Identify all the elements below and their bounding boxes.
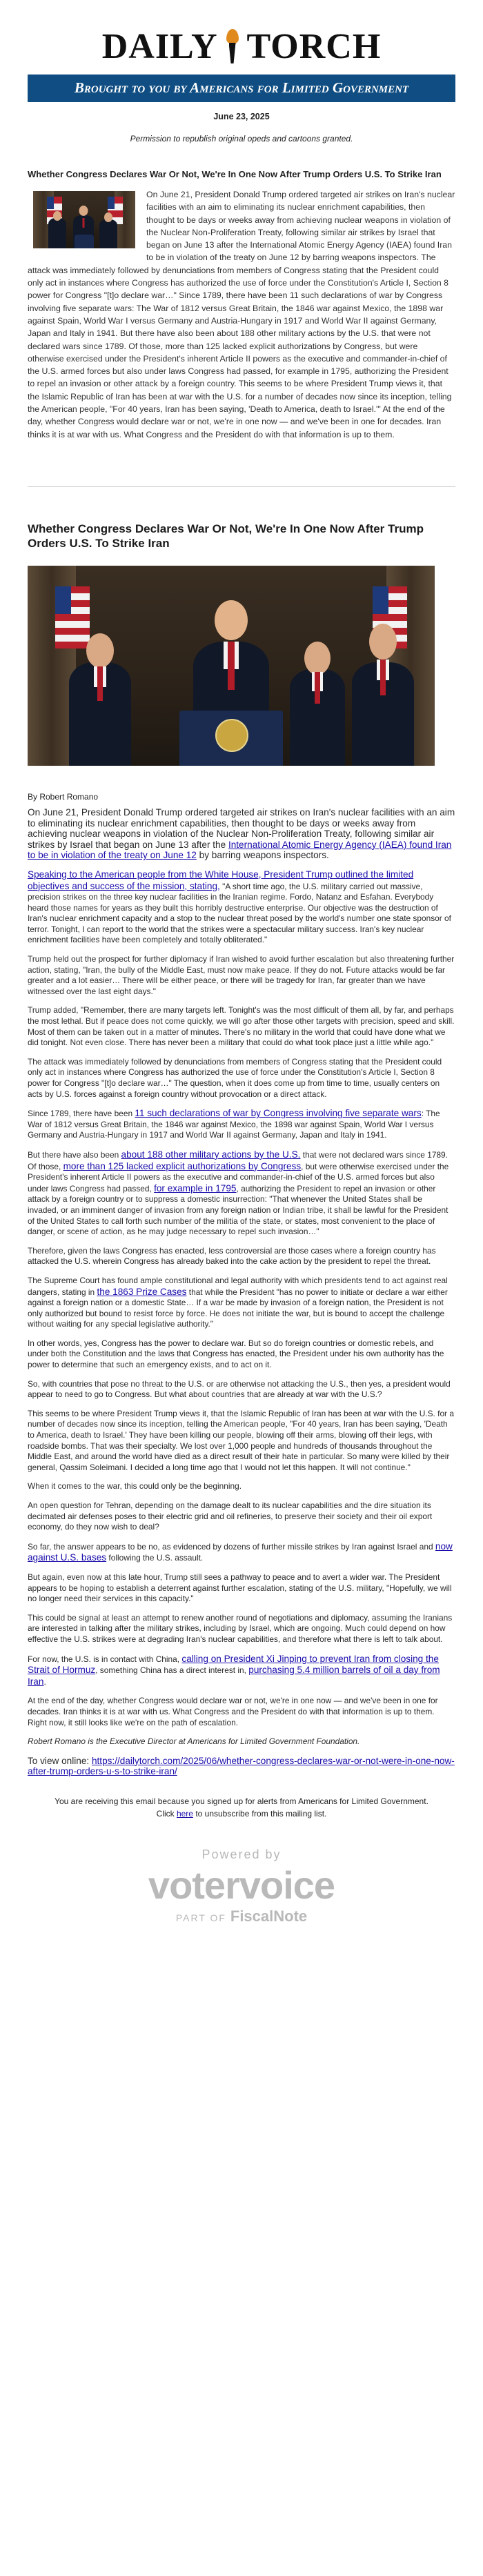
author-bio: Robert Romano is the Executive Director at Americans for Limited Government Foundation. bbox=[28, 1736, 360, 1747]
view-online-link[interactable]: https://dailytorch.com/2025/06/whether-congress-declares-war-or-not-were-in-one-now-after-trump-orders-u-s-to-strike-iran/ bbox=[28, 1755, 455, 1777]
daily-torch-logo[interactable] bbox=[102, 29, 382, 65]
paragraph-14: An open question for Tehran, depending on the damage dealt to its nuclear capabilities and the dire situation its decimated air defenses poses to their electric grid and oil refineries, to preserve their society and their oil export economy, do they now wish to deal? bbox=[28, 1500, 433, 1532]
byline: By Robert Romano bbox=[28, 791, 99, 802]
summary-text: On June 21, President Donald Trump ordered targeted air strikes on Iran's nuclear facilities with an aim to eliminating its nuclear enrichment capabilities, then thought to be days or weeks away from achieving nuclear weapons in violation of the Nuclear Non-Proliferation Treaty, following similar air strikes by Israel that began on June 13 after the International Atomic Energy Agency (IAEA) found Iran to be in violation of the treaty on June 12 by barring weapons inspectors. The attack was immediately followed by denunciations from members of Congress stating that the President could only act in instances where Congress has authorized the use of force under the Constitution's Article I, Section 8 power for Congress "[t]o declare war…" Since 1789, there have been 11 such declarations of war by Congress involving five separate wars: The War of 1812 versus Great Britain, the 1846 war against Mexico, the 1898 war against Spain, World War I versus Germany and Austria-Hungary in 1917 and World War II against Germany, Japan and Italy in 1941. But there have also been about 188 other military actions by the U.S. that were not declared wars since 1789. Of those, more than 125 lacked explicit authorizations by Congress, but were otherwise exercised under the President's inherent Article II powers as the executive and commander-in-chief of the U.S. armed forces but also under laws Congress had passed, for example in 1795, authorizing the President to repel an invasion or other attack by a foreign country. This seems to be where President Trump views it, that the Islamic Republic of Iran has been at war with the U.S. for a number of decades now since its inception, telling the American people, "For 40 years, Iran has been saying, 'Death to America, death to Israel.'" At the end of the day, whether Congress would declare war or not, we're in one now — and we've been in one for decades. Iran thinks it is at war with us. What Congress and the President do with that information is up to them. bbox=[28, 190, 455, 439]
figure-left bbox=[69, 621, 131, 766]
paragraph-13: When it comes to the war, this could only be the beginning. bbox=[28, 1481, 241, 1492]
paragraph-3: Trump held out the prospect for further diplomacy if Iran wished to avoid further escalation but also threatening further action, stating, "Iran, the bully of the Middle East, must now make peace. If they do not. Future attacks would be far greater and a lot easier… There will be either peace, or there will be tragedy for Iran, far greater than we have witnessed over the last eight days." bbox=[28, 954, 455, 996]
link-white-house-speech[interactable]: Speaking to the American people from the White House, President Trump outlined the limited objectives and success of the mission, stating, bbox=[28, 869, 414, 891]
article-title: Whether Congress Declares War Or Not, We're In One Now After Trump Orders U.S. To Strike Iran bbox=[28, 522, 424, 550]
link-188-military-actions[interactable]: about 188 other military actions by the U.S. bbox=[121, 1149, 301, 1160]
sponsor-banner: Brought to you by Americans for Limited Government bbox=[28, 75, 455, 102]
permission-note: Permission to republish original opeds and cartoons granted. bbox=[130, 134, 353, 143]
section-divider bbox=[28, 486, 455, 487]
torch-icon bbox=[224, 29, 241, 65]
paragraph-9: The Supreme Court has found ample constitutional and legal authority with which presidents tend to act against real dangers, stating in the 1863 Prize Cases that while the President "has no power to initiate or declare a war either against a foreign nation or a domestic State… If a war be made by invasion of a foreign nation, the President is not only authorized but bound to resist force by force. He does not initiate the war, but is bound to accept the challenge without waiting for any special legislative authority." bbox=[28, 1275, 448, 1329]
paragraph-6: Since 1789, there have been 11 such declarations of war by Congress involving five separate wars: The War of 1812 versus Great Britain, the 1846 war against Mexico, the 1898 war against Spain, World War I versus Germany and Austria-Hungary in 1917 and World War II against Germany, Japan and Italy in 1941. bbox=[28, 1108, 440, 1140]
paragraph-12: This seems to be where President Trump views it, that the Islamic Republic of Iran has been at war with the U.S. for a number of decades now since its inception, telling the American people, "For 40 years, Iran has been saying, 'Death to America, death to Israel.' They have been killing our people, blowing off their arms, blowing off their legs, with roadside bombs. That was their specialty. We lost over 1,000 people and hundreds of thousands throughout the Middle East, and around the world have died as a direct result of their hate in particular. So many were killed by their general, Qassim Soleimani. I decided a long time ago that I would not let this happen. It will not continue." bbox=[28, 1408, 454, 1472]
view-online: To view online: https://dailytorch.com/2025/06/whether-congress-declares-war-or-not-were-in-one-now-after-trump-orders-u-s-to-strike-iran/ bbox=[28, 1755, 455, 1777]
summary-body bbox=[28, 188, 455, 441]
powered-by-label: Powered by bbox=[201, 1847, 282, 1861]
unsubscribe-link[interactable]: here bbox=[176, 1808, 193, 1819]
link-us-bases[interactable]: now against U.S. bases bbox=[28, 1540, 453, 1563]
powered-by-badge[interactable] bbox=[28, 1847, 455, 1925]
link-declarations-of-war[interactable]: 11 such declarations of war by Congress involving five separate wars bbox=[135, 1108, 422, 1119]
paragraph-16: But again, even now at this late hour, Trump still sees a pathway to peace and to avert a wider war. The President appears to be hoping to establish a deterrent against further escalation, stating of the U.S. military, "Hopefully, we will no longer need their services in this capacity." bbox=[28, 1572, 452, 1604]
email-container bbox=[28, 0, 455, 1925]
summary-thumbnail[interactable] bbox=[33, 191, 135, 248]
figure-right-2 bbox=[352, 614, 414, 766]
unsubscribe-line: Click here to unsubscribe from this mailing list. bbox=[156, 1808, 327, 1819]
figure-right-1 bbox=[290, 628, 345, 766]
paragraph-15: So far, the answer appears to be no, as evidenced by dozens of further missile strikes by Iran against Israel and now against U.S. bases following the U.S. assault. bbox=[28, 1540, 453, 1563]
link-125-lacked-authorizations[interactable]: more than 125 lacked explicit authorizations by Congress bbox=[63, 1160, 302, 1171]
paragraph-8: Therefore, given the laws Congress has enacted, less controversial are those cases where a foreign country has attacked the U.S. wherein Congress has already baked into the cake action by the president to repel the threat. bbox=[28, 1245, 436, 1267]
link-1795-law[interactable]: for example in 1795 bbox=[154, 1182, 237, 1193]
paragraph-19: At the end of the day, whether Congress would declare war or not, we're in one now — and we've been in one for decades. Iran thinks it is at war with us. What Congress and the President do with that information is up to them. Right now, it still looks like we're on the path of escalation. bbox=[28, 1696, 438, 1727]
paragraph-18: For now, the U.S. is in contact with China, calling on President Xi Jinping to prevent Iran from closing the Strait of Hormuz, something China has a direct interest in, purchasing 5.4 million barrels of oil a day from Iran. bbox=[28, 1653, 440, 1687]
footer-note bbox=[28, 1795, 455, 1820]
paragraph-4: Trump added, "Remember, there are many targets left. Tonight's was the most difficult of them all, by far, and perhaps the most lethal. But if peace does not come quickly, we will go after those other targets with precision, speed and skill. Most of them can be taken out in a matter of minutes. There's no military in the world that could have done what we did tonight. Not even close. There has never been a military that could do what took place just a little while ago." bbox=[28, 1005, 455, 1048]
issue-date: June 23, 2025 bbox=[213, 112, 270, 121]
masthead bbox=[28, 0, 455, 65]
fiscalnote-label: PART OF FiscalNote bbox=[175, 1907, 308, 1925]
paragraph-5: The attack was immediately followed by denunciations from members of Congress stating that the President could only act in instances where Congress has authorized the use of force under the Constitution's Article I, Section 8 power for Congress "[t]o declare war…" The question, when it does come up from time to time, usually centers on acts by U.S. forces against a foreign country without provocation or a direct attack. bbox=[28, 1056, 442, 1099]
link-china-oil-purchases[interactable]: purchasing 5.4 million barrels of oil a day from Iran bbox=[28, 1665, 440, 1687]
presidential-seal-icon bbox=[215, 719, 248, 752]
link-prize-cases[interactable]: the 1863 Prize Cases bbox=[97, 1286, 187, 1297]
paragraph-2: Speaking to the American people from the White House, President Trump outlined the limited objectives and success of the mission, stating, "A short time ago, the U.S. military carried out massive, precision strikes on the three key nuclear facilities in the Iranian regime. Fordo, Natanz and Esfahan. Everybody heard those names for years as they built this horribly destructive enterprise. Our objective was the destruction of Iran's nuclear enrichment capacity and a stop to the nuclear threat posed by the world's number one state sponsor of terror. Tonight, I can report to the world that the strikes were a spectacular military success. Iran's key nuclear enrichment facilities have been completely and totally obliterated." bbox=[28, 869, 451, 945]
logo-daily: DAILY bbox=[101, 27, 218, 66]
subscription-reason: You are receiving this email because you signed up for alerts from Americans for Limited Government. bbox=[55, 1796, 428, 1806]
paragraph-1: On June 21, President Donald Trump ordered targeted air strikes on Iran's nuclear facilities with an aim to eliminating its nuclear enrichment capabilities, then thought to be days or weeks away from achieving nuclear weapons in violation of the Nuclear Non-Proliferation Treaty, following similar air strikes by Israel that began on June 13 after the International Atomic Energy Agency (IAEA) found Iran to be in violation of the treaty on June 12 by barring weapons inspectors. bbox=[28, 806, 455, 861]
logo-torch: TORCH bbox=[246, 27, 382, 66]
link-iaea-finding[interactable]: International Atomic Energy Agency (IAEA) found Iran to be in violation of the treaty on June 12 bbox=[28, 839, 452, 861]
paragraph-11: So, with countries that pose no threat to the U.S. or are otherwise not attacking the U.S., then yes, a president would appear to need to go to Congress. But what about countries that are already at war with the U.S.? bbox=[28, 1378, 451, 1400]
article bbox=[28, 522, 455, 1777]
summary-title[interactable]: Whether Congress Declares War Or Not, We're In One Now After Trump Orders U.S. To Strike Iran bbox=[28, 169, 442, 179]
paragraph-17: This could be signal at least an attempt to renew another round of negotiations and diplomacy, assuming the Iranians are interested in talking after the military strikes, including by Israel, which are ongoing. Much could depend on how effective the U.S. strikes were at degrading Iran's nuclear capabilities, and therefore what there is left to talk about. bbox=[28, 1612, 453, 1644]
link-strait-of-hormuz[interactable]: calling on President Xi Jinping to prevent Iran from closing the Strait of Hormuz bbox=[28, 1653, 439, 1676]
paragraph-10: In other words, yes, Congress has the power to declare war. But so do foreign countries or domestic rebels, and under both the Constitution and the laws that Congress has enacted, the President under his own authority has the power to determine that such an emergency exists, and to act on it. bbox=[28, 1338, 444, 1370]
article-hero-image bbox=[28, 566, 435, 766]
paragraph-7: But there have also been about 188 other military actions by the U.S. that were not declared wars since 1789. Of those, more than 125 lacked explicit authorizations by Congress, but were otherwise exercised under the President's inherent Article II powers as the executive and commander-in-chief of the U.S. armed forces but also under laws Congress had passed, for example in 1795, authorizing the President to repel an invasion or other attack by a foreign country or to suppress a domestic insurrection: "That whenever the United States shall be invaded, or an imminent danger of invasion from any foreign nation or Indian tribe, it shall be lawful for the President of the United States to call forth such number of the militia of the state, or states, most convenient to the place of danger, or scene of action, as he may judge necessary to repel such invasion…" bbox=[28, 1149, 449, 1237]
votervoice-logo: votervoice bbox=[148, 1863, 335, 1907]
